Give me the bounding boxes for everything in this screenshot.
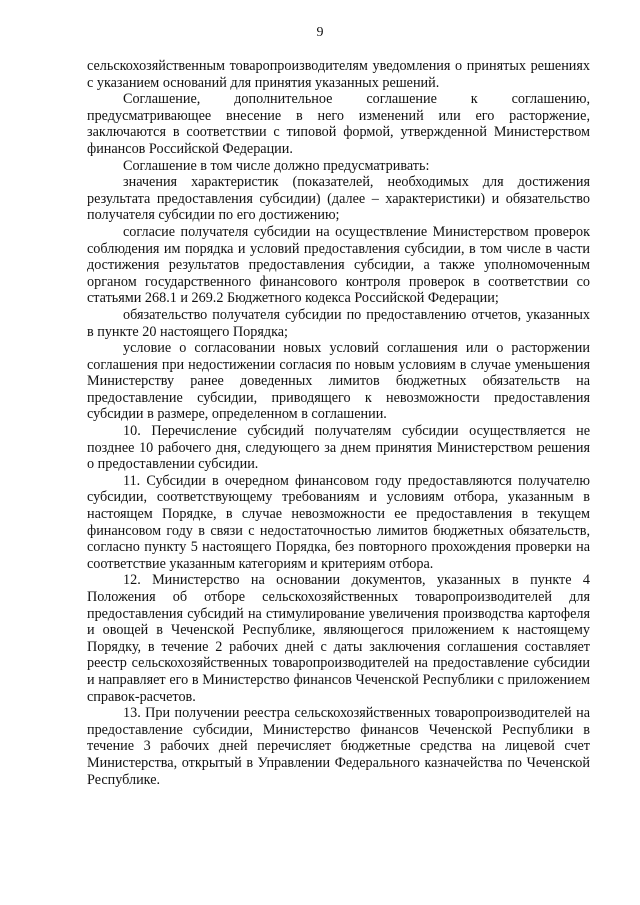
- paragraph: обязательство получателя субсидии по предоставлению отчетов, указанных в пункте 20 настоящего Порядка;: [87, 306, 590, 340]
- paragraph: условие о согласовании новых условий соглашения или о расторжении соглашения при недостижении согласия по новым условиям в случае уменьшения Министерству ранее доведенных лимитов бюджетных обязательств на предоставление субсидии, приводящего к невозможности предоставления субсидии в размере, определенном в соглашении.: [87, 340, 590, 423]
- page-number: 9: [316, 25, 324, 40]
- paragraph: значения характеристик (показателей, необходимых для достижения результата предоставления субсидии) (далее – характеристики) и обязательство получателя субсидии по его достижению;: [87, 174, 590, 224]
- paragraph: сельскохозяйственным товаропроизводителям уведомления о принятых решениях с указанием оснований для принятия указанных решений.: [87, 58, 590, 91]
- paragraph: Соглашение, дополнительное соглашение к соглашению, предусматривающее внесение в него изменений или его расторжение, заключаются в соответствии с типовой формой, утвержденной Министерством финансов Российской Федерации.: [87, 91, 590, 157]
- body-text: [87, 58, 590, 788]
- paragraph: 10. Перечисление субсидий получателям субсидии осуществляется не позднее 10 рабочего дня, следующего за днем принятия Министерством решения о предоставлении субсидии.: [87, 423, 590, 473]
- paragraph: 12. Министерство на основании документов, указанных в пункте 4 Положения об отборе сельскохозяйственных товаропроизводителей для предоставления субсидий на стимулирование увеличения производства картофеля и овощей в Чеченской Республике, являющегося приложением к настоящему Порядку, в течение 2 рабочих дней с даты заключения соглашения составляет реестр сельскохозяйственных товаропроизводителей на предоставление субсидии и направляет его в Министерство финансов Чеченской Республики с приложением справок-расчетов.: [87, 572, 590, 705]
- paragraph: 11. Субсидии в очередном финансовом году предоставляются получателю субсидии, соответствующему требованиям и условиям отбора, указанным в настоящем Порядке, в случае невозможности ее предоставления в текущем финансовом году в связи с недостаточностью лимитов бюджетных обязательств, согласно пункту 5 настоящего Порядка, без повторного прохождения проверки на соответствие указанным категориям и критериям отбора.: [87, 472, 590, 572]
- paragraph: 13. При получении реестра сельскохозяйственных товаропроизводителей на предоставление субсидии, Министерство финансов Чеченской Республики в течение 3 рабочих дней перечисляет бюджетные средства на лицевой счет Министерства, открытый в Управлении Федерального казначейства по Чеченской Республике.: [87, 705, 590, 788]
- paragraph: Соглашение в том числе должно предусматривать:: [123, 157, 430, 174]
- paragraph: согласие получателя субсидии на осуществление Министерством проверок соблюдения им порядка и условий предоставления субсидии, в том числе в части достижения результатов предоставления субсидии, а также уполномоченным органом государственного финансового контроля проверок в соответствии со статьями 268.1 и 269.2 Бюджетного кодекса Российской Федерации;: [87, 223, 590, 307]
